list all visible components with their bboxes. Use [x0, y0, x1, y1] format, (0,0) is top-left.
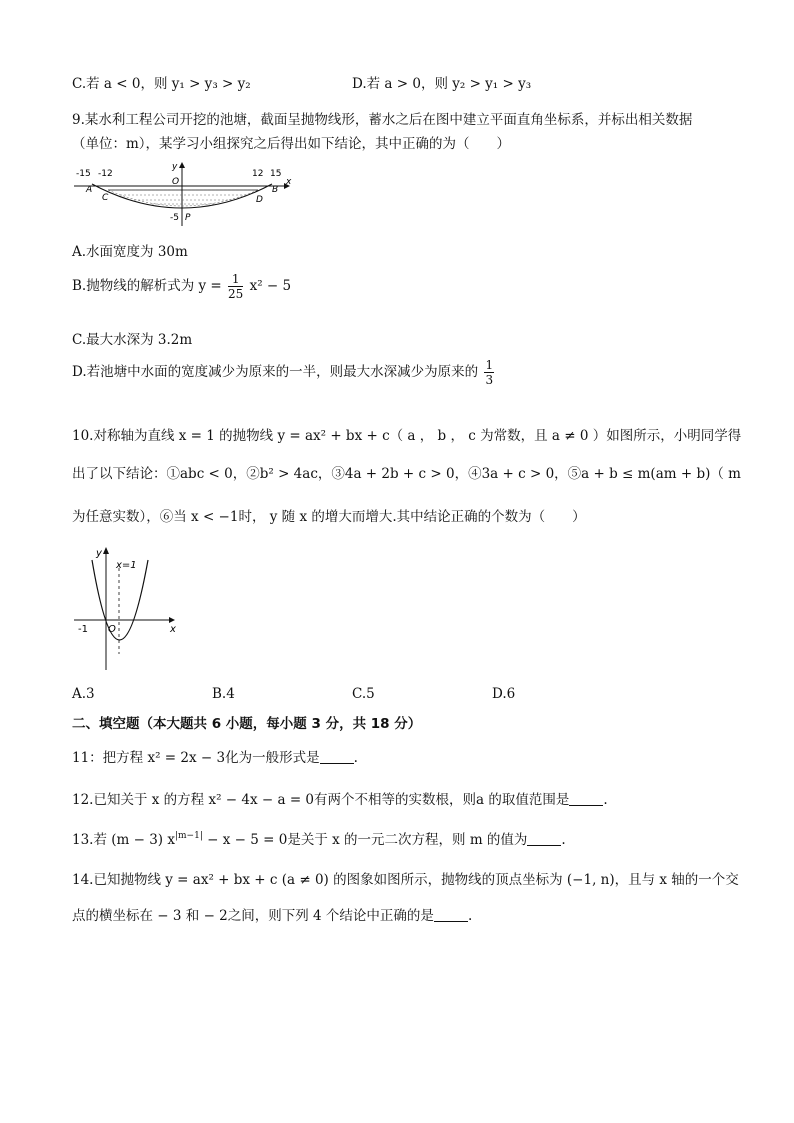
q10-stem-line1: 10.对称轴为直线 x = 1 的抛物线 y = ax² + bx + c（ a ， b ， c 为常数，且 a ≠ 0 ）如图所示，小明同学得: [72, 428, 742, 444]
q9-label-y: y: [172, 162, 178, 172]
q11: [72, 746, 358, 766]
q9-option-a: A.水面宽度为 30m: [72, 244, 188, 260]
q9-label-neg15: -15: [76, 169, 91, 179]
q9-y-arrow: [179, 162, 185, 168]
q9-option-b-numerator: 1: [228, 272, 243, 287]
q9-label-x: x: [286, 177, 292, 187]
q8-option-c: C.若 a < 0，则 y₁ > y₃ > y₂: [72, 76, 251, 92]
q10-label-o: O: [108, 624, 116, 635]
q9-label-a: A: [86, 185, 93, 195]
q9-label-d: D: [256, 195, 263, 205]
q9-label-p: P: [185, 213, 191, 223]
q11-text: 11：把方程 x² = 2x − 3化为一般形式是: [72, 750, 320, 766]
q10-label-x: x: [170, 624, 176, 635]
q9-option-d-denominator: 3: [485, 373, 494, 387]
q9-label-neg12: -12: [98, 169, 113, 179]
q9-option-d-numerator: 1: [485, 358, 494, 372]
section2-heading: 二、填空题（本大题共 6 小题，每小题 3 分，共 18 分）: [72, 716, 422, 732]
q13-end: .: [561, 832, 566, 848]
q9-option-b-denominator: 25: [228, 287, 244, 301]
q11-end: .: [353, 750, 358, 766]
q9-label-b: B: [272, 185, 279, 195]
q14-answer-blank[interactable]: [434, 909, 468, 922]
q9-option-d-fraction: [484, 358, 494, 387]
q13-text-middle: − x − 5 = 0是关于 x 的一元二次方程，则 m 的值为: [202, 832, 528, 848]
q10-parabola-figure: [72, 544, 182, 672]
q9-option-d: [72, 358, 496, 387]
q14-line1: 14.已知抛物线 y = ax² + bx + c (a ≠ 0) 的图象如图所示，抛物线的顶点坐标为 (−1, n)，且与 x 轴的一个交: [72, 872, 739, 888]
q10-option-d: D.6: [492, 686, 516, 702]
q10-label-y: y: [96, 548, 102, 559]
q8-option-d: D.若 a > 0，则 y₂ > y₁ > y₃: [352, 76, 532, 92]
q13-text: 13.若 (m − 3) x: [72, 832, 175, 848]
q9-option-d-prefix: D.若池塘中水面的宽度减少为原来的一半，则最大水深减少为原来的: [72, 364, 479, 380]
q12-text: 12.已知关于 x 的方程 x² − 4x − a = 0有两个不相等的实数根，则a 的取值范围是: [72, 792, 570, 808]
q13-exponent: |m−1|: [174, 831, 203, 841]
q14-line2: [72, 904, 472, 924]
q10-option-c: C.5: [352, 686, 375, 702]
q9-option-b-prefix: B.抛物线的解析式为 y =: [72, 278, 222, 294]
q13: [72, 828, 566, 848]
q9-stem-line2: （单位：m），某学习小组探究之后得出如下结论，其中正确的为（ ）: [72, 136, 511, 152]
q10-option-b: B.4: [212, 686, 235, 702]
q10-y-arrow: [103, 547, 109, 554]
q12: [72, 788, 608, 808]
q10-label-neg1: -1: [78, 624, 88, 635]
q10-label-x1: x=1: [116, 560, 137, 571]
q12-answer-blank[interactable]: [569, 793, 603, 806]
q13-answer-blank[interactable]: [527, 833, 561, 846]
q14-text: 点的横坐标在 − 3 和 − 2之间，则下列 4 个结论中正确的是: [72, 908, 434, 924]
q9-stem-line1: 9.某水利工程公司开挖的池塘，截面呈抛物线形，蓄水之后在图中建立平面直角坐标系，并标出相关数据: [72, 112, 693, 128]
q9-option-b-fraction: [228, 272, 243, 301]
q9-option-c: C.最大水深为 3.2m: [72, 332, 193, 348]
q9-option-b: [72, 272, 291, 301]
q10-option-a: A.3: [72, 686, 95, 702]
q9-label-c: C: [102, 193, 109, 203]
q9-label-neg5: -5: [170, 213, 179, 223]
q14-end: .: [467, 908, 473, 924]
q9-pond-figure: [72, 160, 302, 228]
q9-label-15: 15: [270, 169, 282, 179]
q12-end: .: [603, 792, 608, 808]
q9-water-fill: [108, 190, 258, 206]
q9-option-b-suffix: x² − 5: [249, 278, 292, 294]
q11-answer-blank[interactable]: [320, 751, 354, 764]
q10-stem-line3: 为任意实数），⑥当 x < −1时， y 随 x 的增大而增大.其中结论正确的个数为（ ）: [72, 509, 586, 525]
q10-x-arrow: [169, 617, 175, 623]
q10-stem-line2: 出了以下结论：①abc < 0，②b² > 4ac，③4a + 2b + c > 0，④3a + c > 0，⑤a + b ≤ m(am + b)（ m: [72, 466, 741, 482]
q9-label-12: 12: [252, 169, 264, 179]
q10-parabola: [92, 560, 148, 640]
q9-label-o: O: [172, 177, 180, 187]
